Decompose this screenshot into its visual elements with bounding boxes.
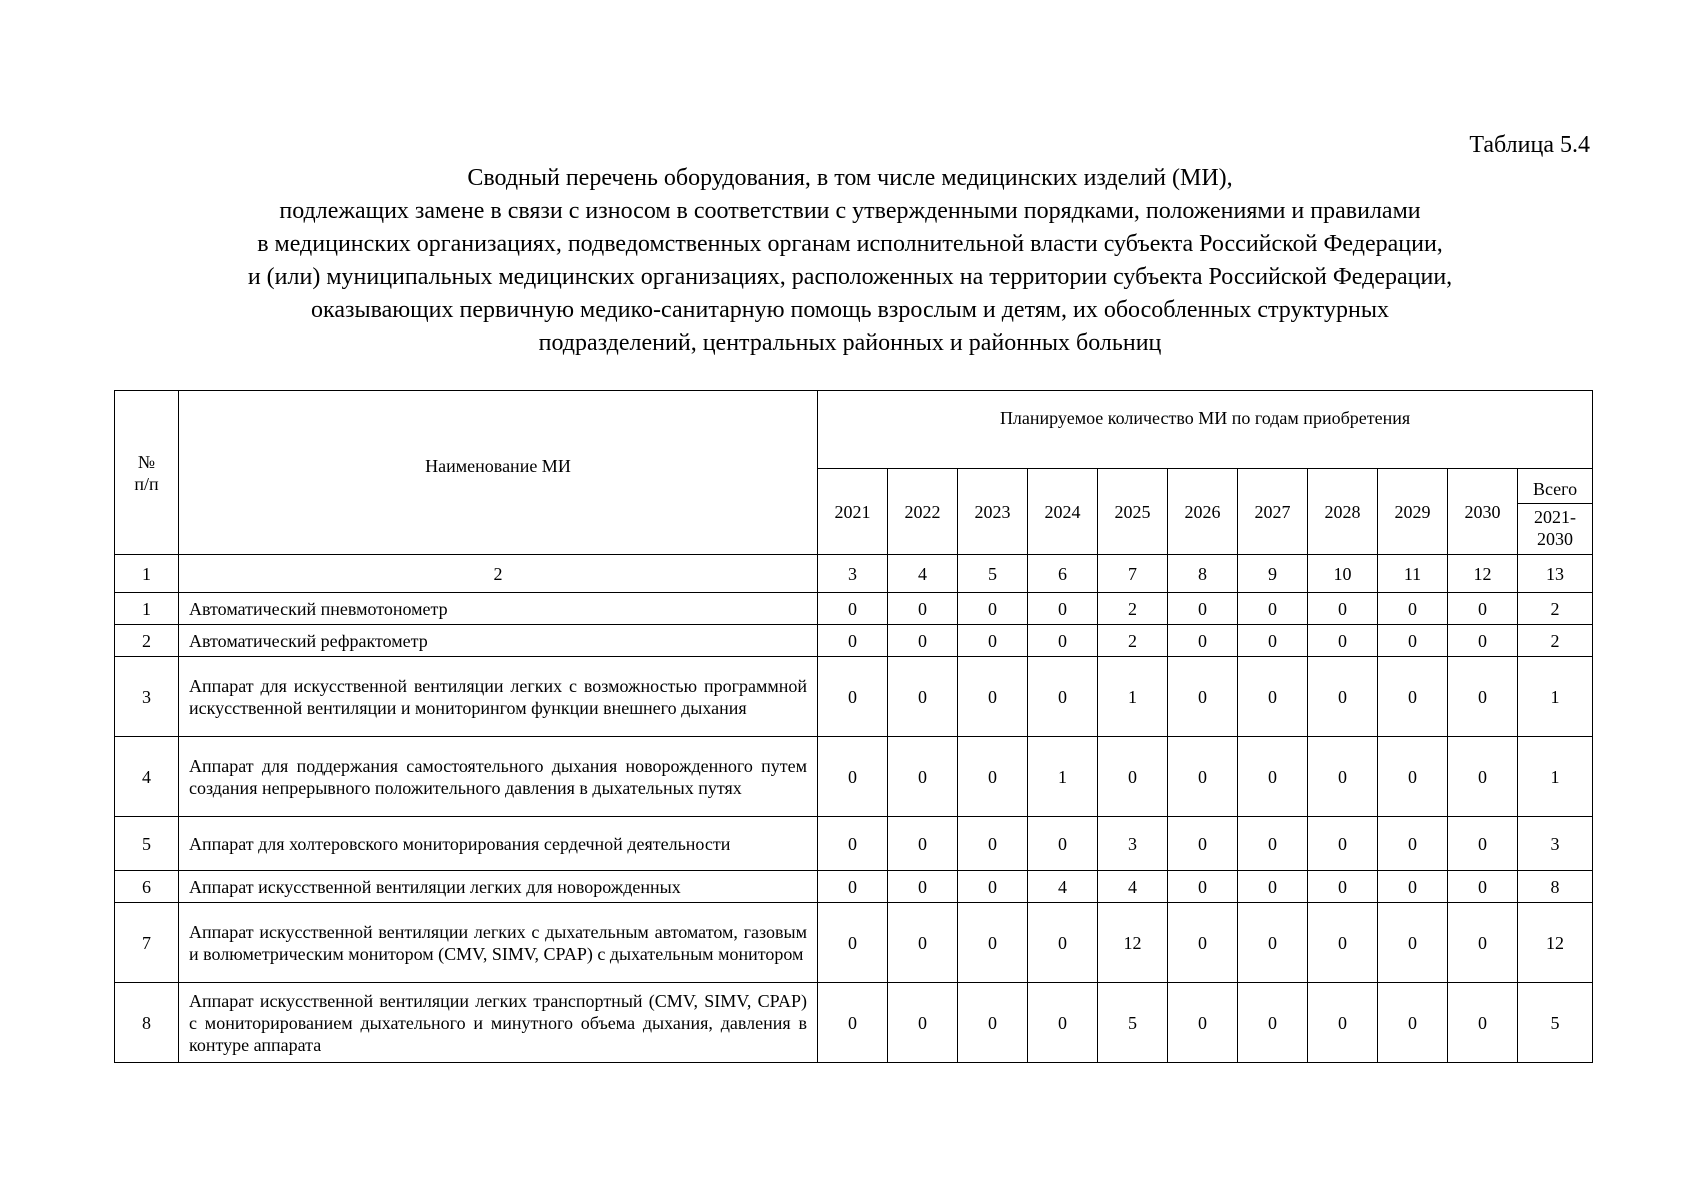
- row-value: 12: [1098, 903, 1168, 983]
- header-year: 2029: [1378, 469, 1448, 555]
- row-value: 0: [1448, 871, 1518, 903]
- column-number: 1: [115, 555, 179, 593]
- table-row: [115, 657, 1593, 737]
- title-line: подлежащих замене в связи с износом в соответствии с утвержденными порядками, положениями и правилами: [279, 198, 1421, 224]
- row-value: 0: [1238, 983, 1308, 1063]
- table-row: [115, 817, 1593, 871]
- row-value: 0: [818, 817, 888, 871]
- row-value: 0: [958, 817, 1028, 871]
- row-total: 2: [1518, 593, 1593, 625]
- row-total: 8: [1518, 871, 1593, 903]
- row-value: 0: [1378, 903, 1448, 983]
- row-total: 12: [1518, 903, 1593, 983]
- header-name: Наименование МИ: [179, 391, 818, 555]
- row-total: 3: [1518, 817, 1593, 871]
- header-total-range: [1518, 504, 1592, 550]
- row-value: 0: [1028, 817, 1098, 871]
- header-year: 2026: [1168, 469, 1238, 555]
- row-value: 0: [818, 871, 888, 903]
- row-value: 0: [818, 903, 888, 983]
- row-value: 0: [1448, 737, 1518, 817]
- row-value: 0: [958, 983, 1028, 1063]
- row-number: 8: [115, 983, 179, 1063]
- document-title: [100, 162, 1600, 360]
- row-value: 0: [1238, 871, 1308, 903]
- row-value: 0: [1378, 593, 1448, 625]
- row-value: 0: [1308, 871, 1378, 903]
- row-name: Автоматический рефрактометр: [179, 625, 818, 657]
- header-year: 2027: [1238, 469, 1308, 555]
- header-year: 2030: [1448, 469, 1518, 555]
- row-value: 0: [958, 657, 1028, 737]
- row-total: 1: [1518, 657, 1593, 737]
- header-num: [115, 391, 179, 555]
- header-num-line1: №: [137, 452, 156, 472]
- row-number: 6: [115, 871, 179, 903]
- title-line: и (или) муниципальных медицинских организациях, расположенных на территории субъекта Российской Федерации,: [247, 264, 1453, 290]
- title-line: Сводный перечень оборудования, в том числе медицинских изделий (МИ),: [467, 165, 1233, 191]
- column-number: 2: [179, 555, 818, 593]
- row-value: 0: [1028, 657, 1098, 737]
- row-value: 0: [1028, 625, 1098, 657]
- column-number: 8: [1168, 555, 1238, 593]
- table-row: [115, 871, 1593, 903]
- header-year: 2024: [1028, 469, 1098, 555]
- row-name: Аппарат для холтеровского мониторирования сердечной деятельности: [179, 817, 818, 871]
- column-number: 3: [818, 555, 888, 593]
- header-total-range-end: 2030: [1537, 528, 1574, 549]
- row-total: 2: [1518, 625, 1593, 657]
- title-line: в медицинских организациях, подведомственных органам исполнительной власти субъекта Российской Федерации,: [257, 231, 1443, 257]
- row-value: 1: [1098, 657, 1168, 737]
- row-value: 0: [1168, 983, 1238, 1063]
- row-value: 4: [1028, 871, 1098, 903]
- row-value: 0: [1448, 817, 1518, 871]
- column-number: 7: [1098, 555, 1168, 593]
- row-value: 0: [1238, 817, 1308, 871]
- table-row: [115, 593, 1593, 625]
- row-value: 0: [1448, 903, 1518, 983]
- row-value: 0: [888, 983, 958, 1063]
- row-value: 0: [1168, 657, 1238, 737]
- row-value: 0: [958, 593, 1028, 625]
- column-number: 4: [888, 555, 958, 593]
- row-number: 1: [115, 593, 179, 625]
- title-line: оказывающих первичную медико-санитарную помощь взрослым и детям, их обособленных структурных: [311, 297, 1389, 323]
- header-total: [1518, 469, 1593, 555]
- row-value: 0: [1098, 737, 1168, 817]
- table-label: Таблица 5.4: [1469, 132, 1590, 158]
- row-value: 0: [1308, 593, 1378, 625]
- row-number: 5: [115, 817, 179, 871]
- row-value: 3: [1098, 817, 1168, 871]
- row-value: 0: [888, 871, 958, 903]
- column-number: 12: [1448, 555, 1518, 593]
- row-value: 0: [888, 903, 958, 983]
- row-value: 0: [818, 593, 888, 625]
- row-value: 0: [1448, 593, 1518, 625]
- row-name: Автоматический пневмотонометр: [179, 593, 818, 625]
- row-value: 0: [1308, 817, 1378, 871]
- row-name: Аппарат для искусственной вентиляции легких с возможностью программной искусственной вентиляции и мониторингом функции внешнего дыхания: [179, 657, 818, 737]
- column-number: 5: [958, 555, 1028, 593]
- header-year: 2025: [1098, 469, 1168, 555]
- row-number: 7: [115, 903, 179, 983]
- row-value: 0: [818, 983, 888, 1063]
- row-value: 1: [1028, 737, 1098, 817]
- row-value: 0: [1308, 737, 1378, 817]
- row-value: 0: [1378, 871, 1448, 903]
- row-value: 0: [1028, 593, 1098, 625]
- row-value: 0: [1238, 593, 1308, 625]
- row-value: 0: [1168, 593, 1238, 625]
- row-value: 0: [1238, 657, 1308, 737]
- row-value: 0: [1378, 737, 1448, 817]
- header-plan: Планируемое количество МИ по годам приобретения: [818, 391, 1593, 469]
- row-name: Аппарат искусственной вентиляции легких транспортный (CMV, SIMV, CPAP) с мониторированием дыхательного и минутного объема дыхания, давления в контуре аппарата: [179, 983, 818, 1063]
- row-value: 0: [1378, 625, 1448, 657]
- row-value: 0: [1308, 903, 1378, 983]
- row-value: 0: [1028, 983, 1098, 1063]
- row-value: 0: [958, 625, 1028, 657]
- row-value: 0: [1238, 903, 1308, 983]
- row-value: 0: [888, 593, 958, 625]
- row-value: 2: [1098, 593, 1168, 625]
- row-value: 0: [1308, 657, 1378, 737]
- row-value: 0: [958, 871, 1028, 903]
- row-value: 0: [958, 903, 1028, 983]
- row-value: 0: [1308, 983, 1378, 1063]
- row-value: 0: [818, 657, 888, 737]
- row-value: 0: [1168, 625, 1238, 657]
- row-value: 4: [1098, 871, 1168, 903]
- title-line: подразделений, центральных районных и районных больниц: [538, 330, 1162, 356]
- header-year: 2028: [1308, 469, 1378, 555]
- table-row: [115, 625, 1593, 657]
- column-numbers-row: [115, 555, 1593, 593]
- column-number: 11: [1378, 555, 1448, 593]
- row-value: 0: [1028, 903, 1098, 983]
- row-value: 0: [958, 737, 1028, 817]
- row-value: 0: [1168, 817, 1238, 871]
- row-value: 5: [1098, 983, 1168, 1063]
- row-value: 0: [1238, 737, 1308, 817]
- row-value: 0: [1168, 737, 1238, 817]
- row-value: 0: [1378, 983, 1448, 1063]
- row-number: 3: [115, 657, 179, 737]
- header-total-label: Всего: [1518, 474, 1592, 504]
- row-value: 0: [1308, 625, 1378, 657]
- row-value: 0: [1448, 983, 1518, 1063]
- row-value: 0: [1378, 657, 1448, 737]
- row-value: 0: [1238, 625, 1308, 657]
- row-total: 1: [1518, 737, 1593, 817]
- row-value: 0: [818, 737, 888, 817]
- column-number: 10: [1308, 555, 1378, 593]
- row-name: Аппарат для поддержания самостоятельного дыхания новорожденного путем создания непрерывного положительного давления в дыхательных путях: [179, 737, 818, 817]
- row-value: 2: [1098, 625, 1168, 657]
- equipment-table: [114, 390, 1593, 1063]
- table-row: [115, 903, 1593, 983]
- row-value: 0: [888, 657, 958, 737]
- row-name: Аппарат искусственной вентиляции легких с дыхательным автоматом, газовым и волюметрическим монитором (CMV, SIMV, CPAP) с дыхательным монитором: [179, 903, 818, 983]
- column-number: 6: [1028, 555, 1098, 593]
- header-num-line2: п/п: [134, 474, 159, 494]
- row-value: 0: [888, 625, 958, 657]
- header-year: 2022: [888, 469, 958, 555]
- row-value: 0: [888, 817, 958, 871]
- row-value: 0: [1448, 625, 1518, 657]
- row-value: 0: [818, 625, 888, 657]
- header-row: [115, 391, 1593, 469]
- header-year: 2023: [958, 469, 1028, 555]
- row-name: Аппарат искусственной вентиляции легких для новорожденных: [179, 871, 818, 903]
- table-row: [115, 983, 1593, 1063]
- row-total: 5: [1518, 983, 1593, 1063]
- column-number: 9: [1238, 555, 1308, 593]
- row-value: 0: [1168, 871, 1238, 903]
- row-value: 0: [1168, 903, 1238, 983]
- table-row: [115, 737, 1593, 817]
- row-number: 2: [115, 625, 179, 657]
- row-value: 0: [1378, 817, 1448, 871]
- row-value: 0: [888, 737, 958, 817]
- row-number: 4: [115, 737, 179, 817]
- header-total-range-start: 2021-: [1534, 506, 1577, 527]
- row-value: 0: [1448, 657, 1518, 737]
- column-number: 13: [1518, 555, 1593, 593]
- header-year: 2021: [818, 469, 888, 555]
